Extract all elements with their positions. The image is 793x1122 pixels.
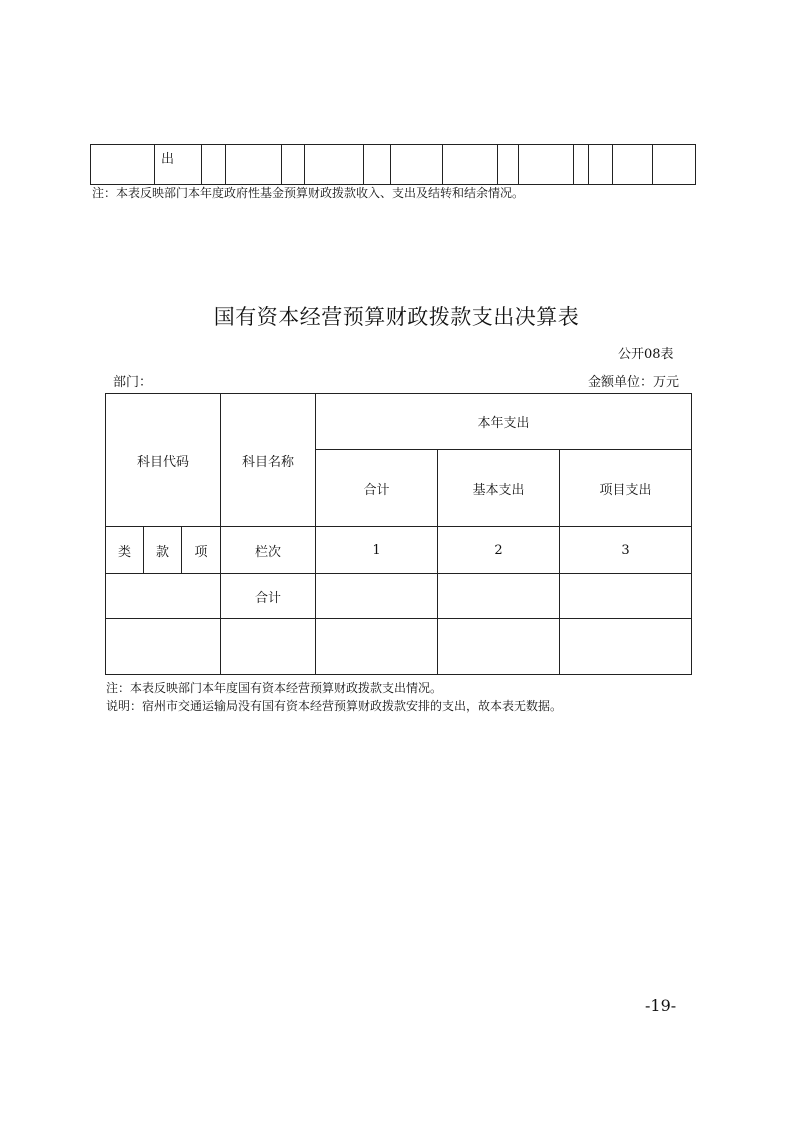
table-row	[106, 527, 692, 574]
table-cell	[226, 145, 282, 185]
top-table-note: 注：本表反映部门本年度政府性基金预算财政拨款收入、支出及结转和结余情况。	[92, 186, 525, 200]
header-project: 项目支出	[560, 450, 692, 527]
table-cell	[391, 145, 443, 185]
table-cell	[519, 145, 574, 185]
col-lei: 类	[106, 527, 144, 574]
table-cell	[364, 145, 391, 185]
table-cell	[91, 145, 155, 185]
header-basic: 基本支出	[438, 450, 560, 527]
table-row	[106, 619, 692, 675]
table-row	[106, 574, 692, 619]
page-title: 国有资本经营预算财政拨款支出决算表	[213, 305, 580, 329]
table-cell: 出	[155, 145, 202, 185]
header-name: 科目名称	[221, 394, 316, 527]
row-label: 栏次	[221, 527, 316, 574]
table-cell	[653, 145, 696, 185]
col-number: 3	[560, 527, 692, 574]
total-row-label: 合计	[221, 574, 316, 619]
table-cell	[560, 574, 692, 619]
department-label: 部门：	[113, 375, 153, 390]
table-cell	[589, 145, 613, 185]
previous-table-tail	[90, 144, 696, 185]
table-cell	[438, 619, 560, 675]
table-cell	[560, 619, 692, 675]
table-cell	[305, 145, 364, 185]
table-row	[106, 394, 692, 450]
table-cell	[221, 619, 316, 675]
table-note: 注：本表反映部门本年度国有资本经营预算财政拨款支出情况。	[106, 681, 443, 695]
form-code: 公开08表	[618, 347, 674, 362]
unit-label: 金额单位：万元	[588, 375, 680, 390]
table-cell	[282, 145, 305, 185]
table-cell	[438, 574, 560, 619]
col-kuan: 款	[144, 527, 182, 574]
table-row	[91, 145, 696, 185]
page-number: -19-	[645, 996, 677, 1015]
table-explanation: 说明：宿州市交通运输局没有国有资本经营预算财政拨款安排的支出，故本表无数据。	[106, 699, 563, 713]
col-number: 2	[438, 527, 560, 574]
table-cell	[202, 145, 226, 185]
table-cell	[316, 619, 438, 675]
table-cell	[498, 145, 519, 185]
col-xiang: 项	[182, 527, 221, 574]
budget-table	[105, 393, 692, 675]
table-cell	[443, 145, 498, 185]
table-cell	[106, 619, 221, 675]
header-code: 科目代码	[106, 394, 221, 527]
table-cell	[106, 574, 221, 619]
table-cell	[316, 574, 438, 619]
header-total: 合计	[316, 450, 438, 527]
header-current-year: 本年支出	[316, 394, 692, 450]
table-cell	[613, 145, 653, 185]
col-number: 1	[316, 527, 438, 574]
table-cell	[574, 145, 589, 185]
